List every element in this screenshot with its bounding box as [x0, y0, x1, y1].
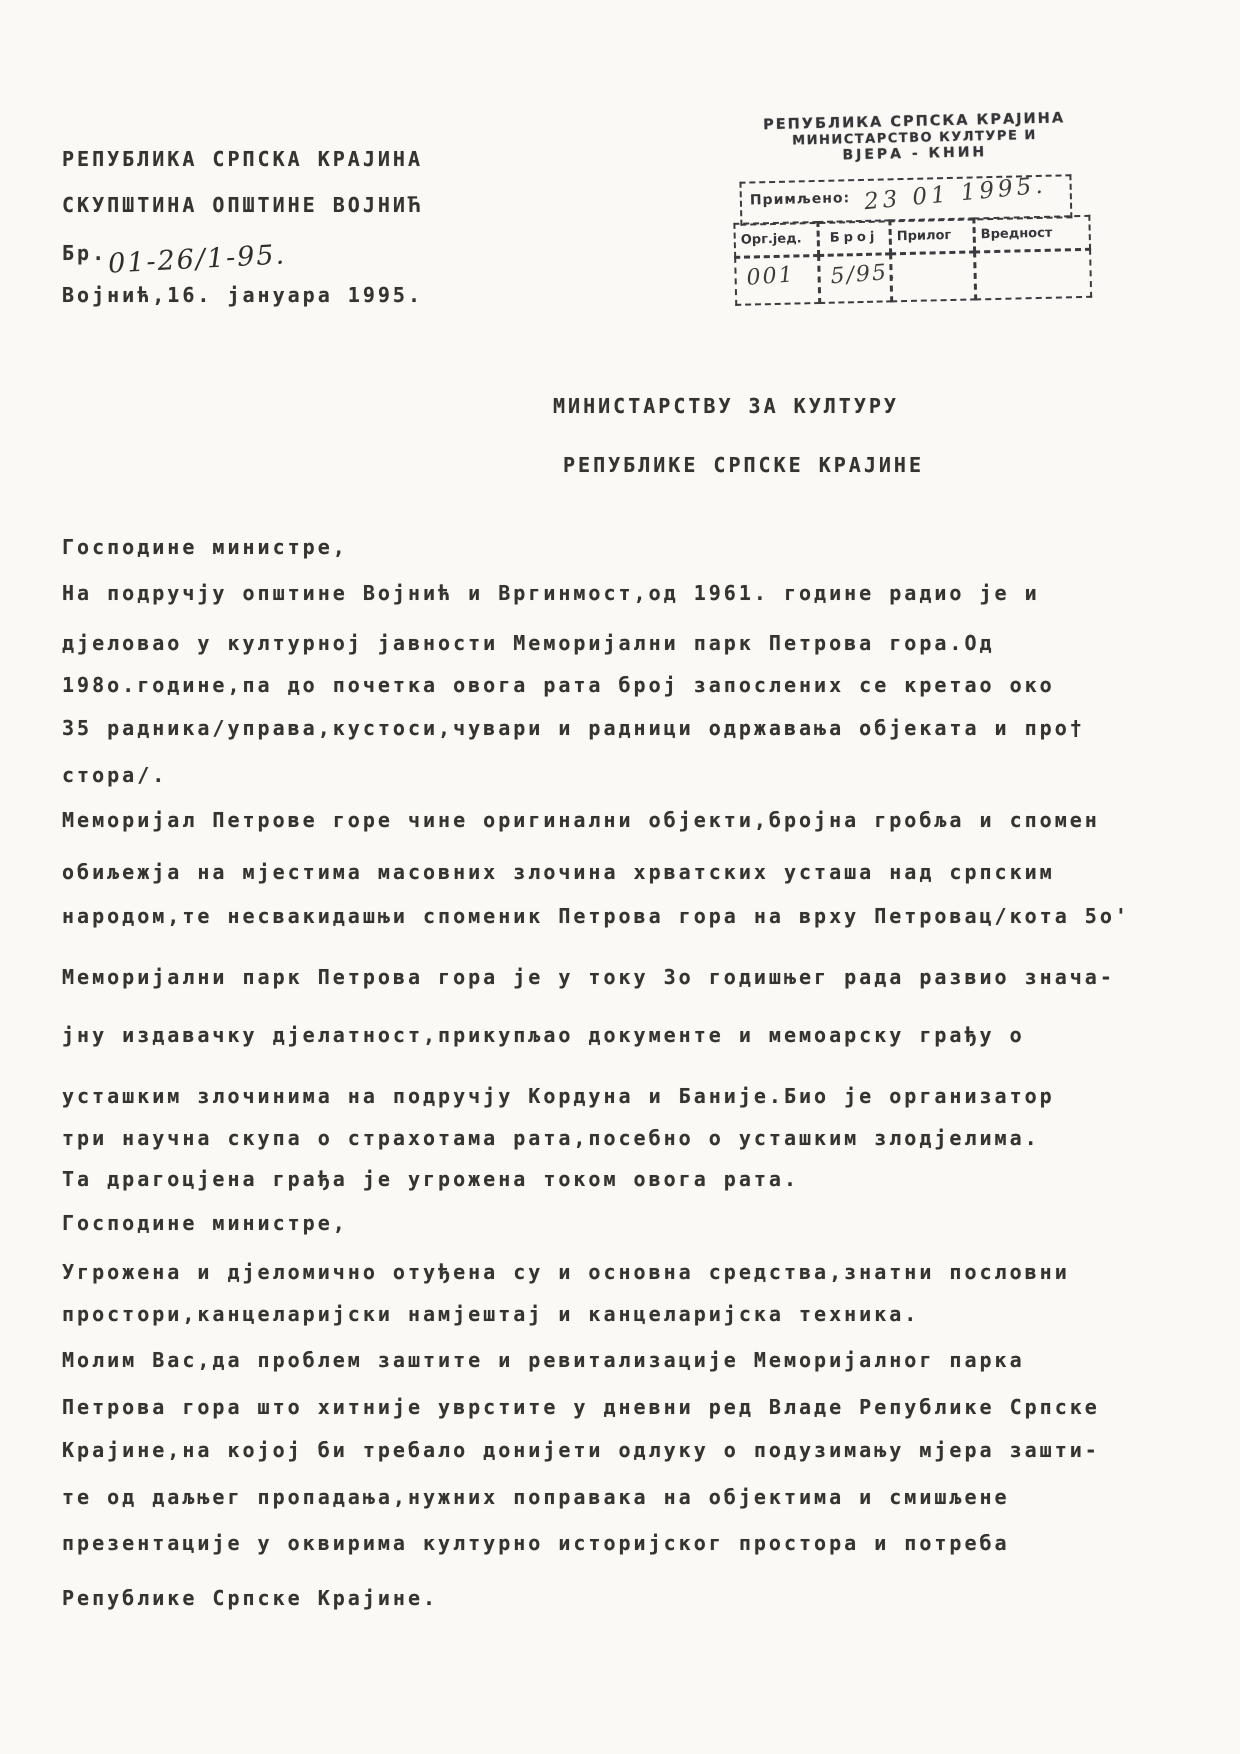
- body-line: презентације у оквирима културно историјског простора и потреба: [62, 1531, 1010, 1555]
- stamp-val-orgjed: [734, 255, 820, 306]
- reference-number-label: Бр.: [62, 241, 108, 265]
- body-line: 35 радника/управа,кустоси,чувари и радници одржавања објеката и про†: [62, 716, 1085, 740]
- body-line: те од даљњег пропадања,нужних поправака на објектима и смишљене: [62, 1485, 1010, 1509]
- body-line: Молим Вас,да проблем заштите и ревитализације Меморијалног парка: [62, 1348, 1025, 1372]
- stamp-received-label: Примљено:: [749, 190, 851, 209]
- body-line: Петрова гора што хитније уврстите у дневни ред Владе Републике Српске: [62, 1395, 1100, 1419]
- body-line: јну издавачку дјелатност,прикупљао документе и мемоарску грађу о: [62, 1023, 1025, 1047]
- body-line: народом,те несвакидашњи споменик Петрова гора на врху Петровац/кота 5о': [62, 904, 1130, 928]
- stamp-col-orgjed: Орг.јед.: [733, 221, 819, 258]
- stamp-col-vrednost: Вредност: [973, 215, 1091, 253]
- sender-org-line1: РЕПУБЛИКА СРПСКА КРАЈИНА: [62, 147, 423, 171]
- receipt-stamp: [728, 108, 1159, 291]
- stamp-header-line1: РЕПУБЛИКА СРПСКА КРАЈИНА: [763, 110, 1066, 134]
- body-line: На подручју општине Војнић и Вргинмост,од 1961. године радио је и: [62, 581, 1040, 605]
- place-and-date: Војнић,16. јануара 1995.: [62, 283, 423, 307]
- stamp-header-line3: ВЈЕРА - КНИН: [842, 144, 988, 164]
- stamp-received-date-handwritten: 23 01 1995.: [862, 172, 1048, 216]
- body-line: Меморијал Петрове горе чине оригинални објекти,бројна гробља и спомен: [62, 808, 1100, 832]
- body-line: Та драгоцјена грађа је угрожена током овога рата.: [62, 1167, 800, 1191]
- body-line: Меморијални парк Петрова гора је у току 3о годишњег рада развио знача-: [62, 965, 1115, 989]
- body-line: обиљежја на мјестима масовних злочина хрватских усташа над српским: [62, 860, 1055, 884]
- recipient-line1: МИНИСТАРСТВУ ЗА КУЛТУРУ: [553, 394, 899, 418]
- body-line: Господине министре,: [62, 1211, 348, 1235]
- stamp-val-broj: [818, 253, 898, 304]
- stamp-val-prilog: [890, 251, 976, 302]
- body-line: Угрожена и дјеломично отуђена су и основна средства,знатни пословни: [62, 1260, 1070, 1284]
- reference-number-handwritten: 01-26/1-95.: [107, 239, 287, 280]
- stamp-col-prilog: Прилог: [889, 217, 975, 254]
- stamp-col-broj: Број: [817, 219, 891, 256]
- body-line: простори,канцеларијски намјештај и канцеларијска техника.: [62, 1302, 920, 1326]
- stamp-header-line2: МИНИСТАРСТВО КУЛТУРЕ И: [792, 128, 1037, 149]
- sender-org-line2: СКУПШТИНА ОПШТИНЕ ВОЈНИЋ: [62, 193, 423, 217]
- body-line: Крајине,на којој би требало донијети одлуку о подузимању мјера зашти-: [62, 1438, 1100, 1462]
- body-line: усташким злочинима на подручју Кордуна и Баније.Био је организатор: [62, 1084, 1055, 1108]
- body-line: три научна скупа о страхотама рата,посебно о усташким злодјелима.: [62, 1126, 1040, 1150]
- body-line: Републике Српске Крајине.: [62, 1586, 439, 1610]
- stamp-val-orgjed-handwritten: 001: [745, 262, 796, 291]
- stamp-val-broj-handwritten: 5/95.: [829, 259, 898, 290]
- body-line: Господине министре,: [62, 535, 348, 559]
- body-line: дјеловао у културној јавности Меморијални парк Петрова гора.Од: [62, 631, 995, 655]
- body-line: 198о.године,па до почетка овога рата број запослених се кретао око: [62, 673, 1055, 697]
- recipient-line2: РЕПУБЛИКЕ СРПСКЕ КРАЈИНЕ: [563, 453, 924, 477]
- stamp-val-vrednost: [974, 249, 1092, 301]
- body-line: стора/.: [62, 763, 168, 787]
- stamp-table: [734, 216, 1092, 306]
